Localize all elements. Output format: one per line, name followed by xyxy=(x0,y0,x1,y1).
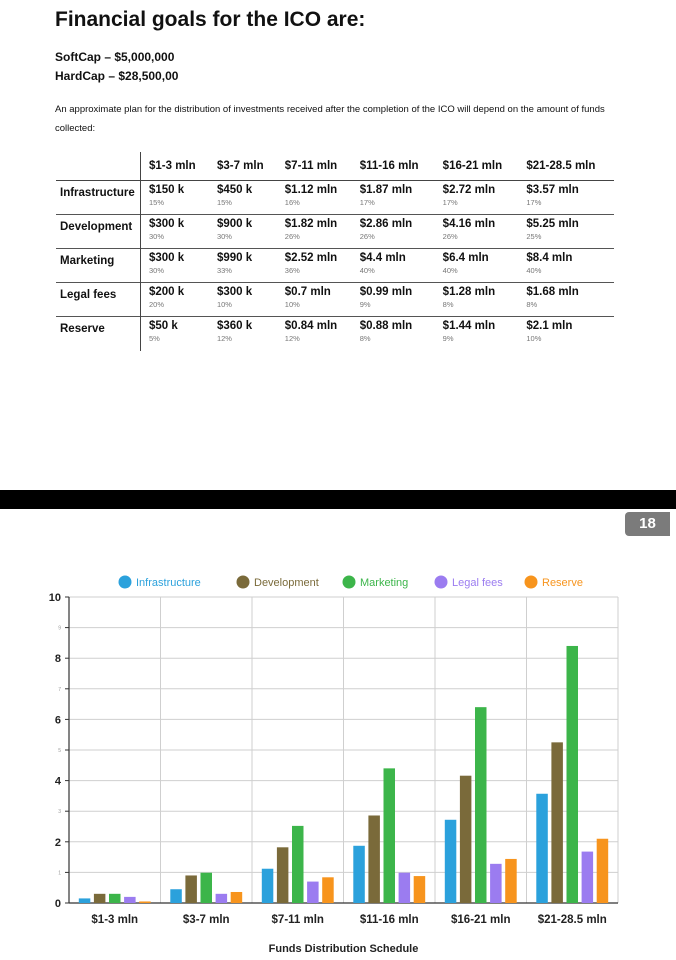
cell-percent: 26% xyxy=(284,232,300,241)
column-header: $1-3 mln xyxy=(141,152,209,181)
bar-infrastructure xyxy=(170,889,182,903)
cell-percent: 17% xyxy=(359,198,375,207)
cell-amount: $2.1 mln xyxy=(526,320,573,332)
cell-percent: 17% xyxy=(526,198,542,207)
bar-marketing xyxy=(109,894,121,903)
bar-legal-fees xyxy=(124,897,136,903)
legend-swatch xyxy=(237,576,250,589)
cell-percent: 30% xyxy=(149,266,165,275)
legend-label: Legal fees xyxy=(452,577,503,589)
cell-percent: 36% xyxy=(284,266,300,275)
bar-development xyxy=(277,847,289,903)
page-number-badge: 18 xyxy=(625,512,670,536)
cell-percent: 12% xyxy=(216,334,232,343)
cell-percent: 8% xyxy=(526,300,538,309)
cell-percent: 40% xyxy=(526,266,542,275)
bar-reserve xyxy=(597,839,609,903)
cell-amount: $1.82 mln xyxy=(284,218,338,230)
legend-swatch xyxy=(119,576,132,589)
bar-marketing xyxy=(475,707,487,903)
bar-infrastructure xyxy=(536,794,548,903)
cell-amount: $2.72 mln xyxy=(442,184,496,196)
cell-amount: $300 k xyxy=(216,286,253,298)
bar-reserve xyxy=(505,859,517,903)
x-tick-label: $3-7 mln xyxy=(182,914,230,926)
cell-percent: 9% xyxy=(359,300,371,309)
cell-amount: $4.4 mln xyxy=(359,252,406,264)
bar-development xyxy=(551,742,563,903)
cell-percent: 26% xyxy=(442,232,458,241)
bar-development xyxy=(368,815,380,903)
cell-percent: 8% xyxy=(359,334,371,343)
cell-amount: $200 k xyxy=(149,286,185,298)
legend-swatch xyxy=(435,576,448,589)
column-header: $11-16 mln xyxy=(359,160,419,172)
bar-legal-fees xyxy=(490,864,502,903)
bar-legal-fees xyxy=(399,873,411,903)
y-tick-label: 5 xyxy=(58,748,61,754)
cell-amount: $2.86 mln xyxy=(359,218,413,230)
x-tick-label: $1-3 mln xyxy=(91,914,139,926)
y-tick-label: 4 xyxy=(54,775,61,788)
legend-label: Reserve xyxy=(542,577,583,589)
bar-legal-fees xyxy=(582,852,594,903)
y-tick-label: 6 xyxy=(54,714,61,727)
cell-amount: $0.7 mln xyxy=(284,286,331,298)
x-tick-label: $16-21 mln xyxy=(451,914,511,926)
column-header: $21-28.5 mln xyxy=(526,160,596,172)
y-tick-label: 10 xyxy=(48,592,61,604)
cell-amount: $300 k xyxy=(149,252,185,264)
cell-percent: 33% xyxy=(216,266,232,275)
cell-percent: 10% xyxy=(216,300,232,309)
bar-reserve xyxy=(231,892,243,903)
y-tick-label: 0 xyxy=(54,898,61,910)
bar-infrastructure xyxy=(79,898,91,903)
row-label: Reserve xyxy=(60,323,105,335)
y-tick-label: 3 xyxy=(58,809,61,816)
cell-percent: 12% xyxy=(284,334,300,343)
bar-legal-fees xyxy=(307,882,319,903)
cell-amount: $300 k xyxy=(149,218,185,230)
softcap-text: SoftCap – $5,000,000 xyxy=(55,50,175,64)
cell-percent: 25% xyxy=(526,232,542,241)
page-title: Financial goals for the ICO are: xyxy=(55,8,366,31)
cell-amount: $1.44 mln xyxy=(442,320,496,332)
row-label: Infrastructure xyxy=(60,187,135,199)
cell-percent: 10% xyxy=(526,334,542,343)
bar-marketing xyxy=(384,768,396,903)
bar-infrastructure xyxy=(353,846,365,903)
cell-percent: 26% xyxy=(359,232,375,241)
cell-amount: $8.4 mln xyxy=(526,252,573,264)
cell-amount: $150 k xyxy=(149,184,185,196)
bar-infrastructure xyxy=(445,820,457,903)
bar-reserve xyxy=(322,877,334,903)
cell-percent: 8% xyxy=(442,300,454,309)
cell-amount: $450 k xyxy=(216,184,253,196)
y-tick-label: 9 xyxy=(58,625,61,632)
legend-swatch xyxy=(343,576,356,589)
bar-reserve xyxy=(414,876,426,903)
bar-development xyxy=(460,776,472,903)
cell-amount: $50 k xyxy=(149,320,178,332)
row-label: Legal fees xyxy=(60,289,117,301)
cell-percent: 10% xyxy=(284,300,300,309)
cell-percent: 20% xyxy=(149,300,165,309)
legend-label: Development xyxy=(254,577,319,589)
cell-percent: 15% xyxy=(216,198,232,207)
cell-amount: $360 k xyxy=(216,320,253,332)
legend-swatch xyxy=(525,576,538,589)
bar-marketing xyxy=(292,826,304,903)
cell-percent: 15% xyxy=(149,198,165,207)
bar-marketing xyxy=(567,646,579,903)
column-header: $16-21 mln xyxy=(442,160,503,172)
cell-amount: $900 k xyxy=(216,218,253,230)
y-tick-label: 2 xyxy=(54,836,61,849)
bar-legal-fees xyxy=(216,894,228,903)
cell-percent: 5% xyxy=(149,334,160,343)
cell-amount: $2.52 mln xyxy=(284,252,338,264)
cell-percent: 9% xyxy=(442,334,454,343)
cell-percent: 40% xyxy=(442,266,458,275)
cell-amount: $1.68 mln xyxy=(526,286,579,298)
cell-amount: $1.12 mln xyxy=(284,184,338,196)
column-header: $7-11 mln xyxy=(284,160,338,172)
y-tick-label: 8 xyxy=(54,653,61,666)
bar-marketing xyxy=(201,873,213,903)
intro-paragraph: An approximate plan for the distribution of investments received after the completion of the ICO will depend on the amount of funds collected: xyxy=(55,104,605,134)
row-label: Development xyxy=(60,221,133,233)
cell-percent: 16% xyxy=(284,198,300,207)
y-tick-label: 7 xyxy=(58,686,61,693)
cell-percent: 40% xyxy=(359,266,375,275)
x-axis-label: Funds Distribution Schedule xyxy=(268,943,419,955)
cell-amount: $6.4 mln xyxy=(442,252,489,264)
cell-amount: $1.87 mln xyxy=(359,184,413,196)
bar-infrastructure xyxy=(262,869,274,903)
cell-amount: $3.57 mln xyxy=(526,184,579,196)
bar-reserve xyxy=(139,901,151,903)
cell-amount: $1.28 mln xyxy=(442,286,496,298)
cell-amount: $0.99 mln xyxy=(359,286,413,298)
y-tick-label: 1 xyxy=(58,870,61,877)
cell-amount: $4.16 mln xyxy=(442,218,496,230)
bar-development xyxy=(94,894,106,903)
legend-label: Marketing xyxy=(360,577,409,589)
x-tick-label: $7-11 mln xyxy=(271,914,324,926)
cell-percent: 30% xyxy=(149,232,165,241)
cell-amount: $0.88 mln xyxy=(359,320,413,332)
cell-percent: 17% xyxy=(442,198,458,207)
x-tick-label: $11-16 mln xyxy=(359,914,419,926)
column-header: $3-7 mln xyxy=(216,160,264,172)
hardcap-text: HardCap – $28,500,00 xyxy=(55,69,179,83)
cell-amount: $990 k xyxy=(216,252,253,264)
cell-percent: 30% xyxy=(216,232,232,241)
legend-label: Infrastructure xyxy=(136,577,201,589)
cell-amount: $0.84 mln xyxy=(284,320,338,332)
row-label: Marketing xyxy=(60,255,115,267)
cell-amount: $5.25 mln xyxy=(526,218,579,230)
x-tick-label: $21-28.5 mln xyxy=(537,914,607,926)
bar-development xyxy=(185,875,197,903)
